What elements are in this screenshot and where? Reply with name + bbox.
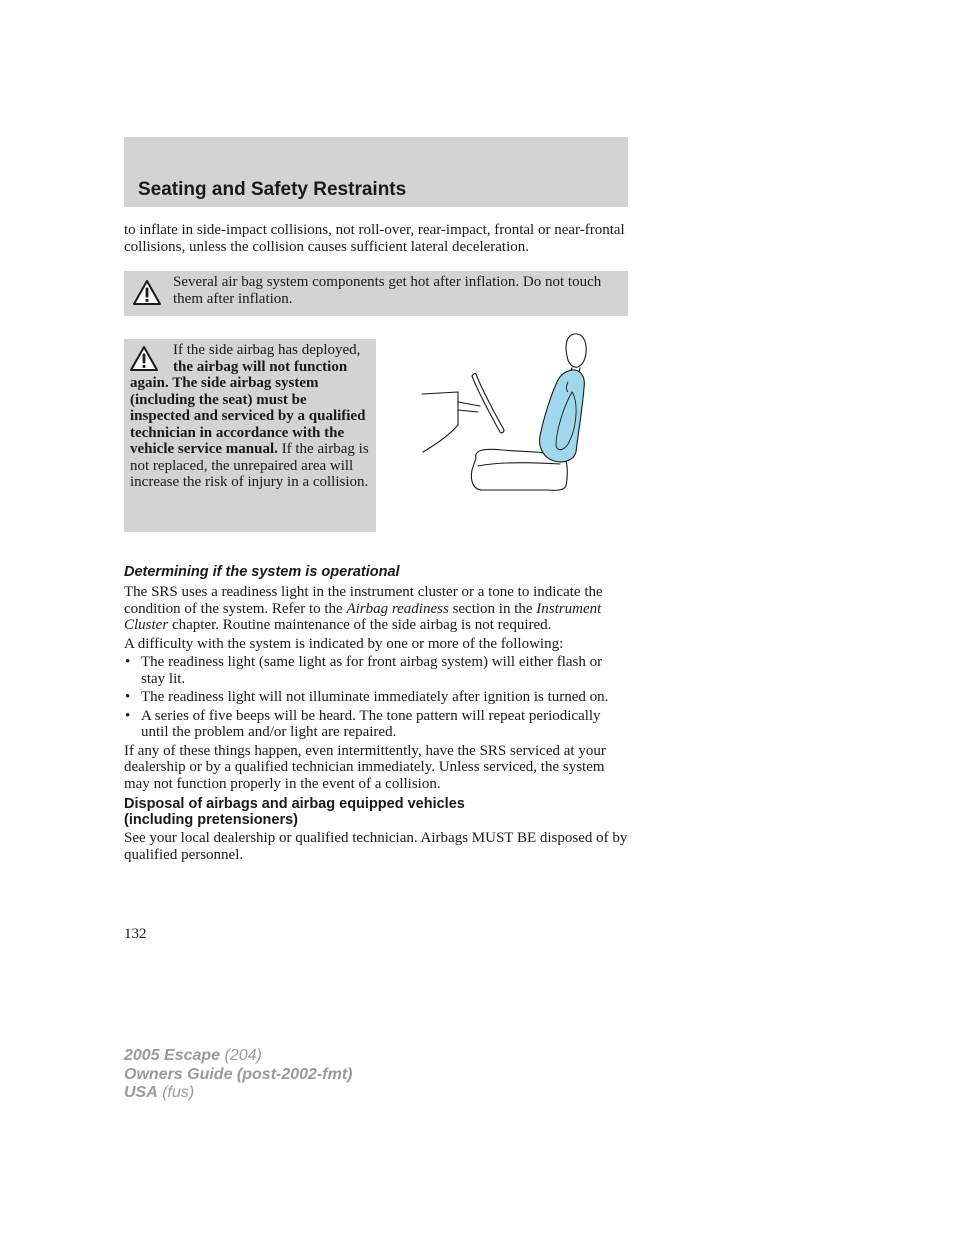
list-item: [124, 689, 628, 706]
warning-text-bold: the airbag will not function again. The side airbag system (including the seat) must be inspected and serviced by a qualified technician in accordance with the vehicle service manual.: [130, 358, 366, 457]
footer-market-code: (fus): [157, 1084, 195, 1101]
document-footer: [124, 1047, 352, 1103]
warning-box-hot-components: [124, 271, 628, 316]
list-item: [124, 654, 628, 687]
bullet: •: [125, 654, 131, 670]
section-heading-operational: Determining if the system is operational: [124, 564, 400, 580]
symptom-list: [124, 654, 628, 741]
difficulty-paragraph: A difficulty with the system is indicated by one or more of the following:: [124, 635, 564, 652]
section-heading-disposal: [124, 796, 628, 828]
warning-text: Several air bag system components get hot after inflation. Do not touch them after inflation.: [173, 274, 602, 307]
warning-box-side-airbag-deployed: [124, 339, 376, 532]
section-title: Seating and Safety Restraints: [138, 179, 407, 200]
text-run: section in the: [448, 600, 537, 617]
heading-line: Disposal of airbags and airbag equipped vehicles: [124, 796, 465, 812]
page-number: 132: [124, 926, 147, 942]
list-item-text: The readiness light will not illuminate immediately after ignition is turned on.: [141, 689, 609, 705]
text-run: The SRS uses a readiness light in the instrument cluster or a tone to indicate the condition of the system. Refer to the: [124, 584, 603, 617]
heading-line: (including pretensioners): [124, 812, 299, 828]
list-item: [124, 708, 628, 741]
section-header-band: [124, 137, 628, 207]
warning-text-end: If the airbag is not replaced, the unrepaired area will increase the risk of injury in a collision.: [130, 441, 369, 490]
intro-paragraph: to inflate in side-impact collisions, not roll-over, rear-impact, frontal or near-frontal collisions, unless the collision causes sufficient lateral deceleration.: [124, 222, 625, 255]
list-item-text: A series of five beeps will be heard. The tone pattern will repeat periodically until the problem and/or light are repaired.: [141, 707, 601, 740]
footer-model-code: (204): [220, 1047, 262, 1064]
seat-side-airbag-illustration: [418, 330, 598, 495]
main-text-block: [124, 584, 628, 865]
warning-triangle-icon: [132, 279, 162, 311]
disposal-paragraph: See your local dealership or qualified technician. Airbags MUST BE disposed of by qualified personnel.: [124, 830, 628, 863]
reference-instrument-cluster: Instrument Cluster: [124, 600, 602, 633]
bullet: •: [125, 707, 131, 724]
warning-text-start: If the side airbag has deployed,: [173, 342, 361, 358]
footer-model: 2005 Escape: [124, 1047, 221, 1064]
list-item-text: The readiness light (same light as for front airbag system) will either flash or stay lit.: [141, 654, 603, 687]
service-paragraph: If any of these things happen, even intermittently, have the SRS serviced at your dealership or by a qualified technician immediately. Unless serviced, the system may not function properly in the event of a collision.: [124, 742, 606, 792]
warning-text: [130, 342, 370, 491]
footer-market: USA: [124, 1084, 158, 1101]
reference-airbag-readiness: Airbag readiness: [346, 600, 449, 617]
bullet: •: [125, 689, 131, 705]
readiness-paragraph: [124, 584, 628, 634]
text-run: chapter. Routine maintenance of the side airbag is not required.: [168, 617, 552, 633]
footer-guide: Owners Guide (post-2002-fmt): [124, 1065, 353, 1083]
